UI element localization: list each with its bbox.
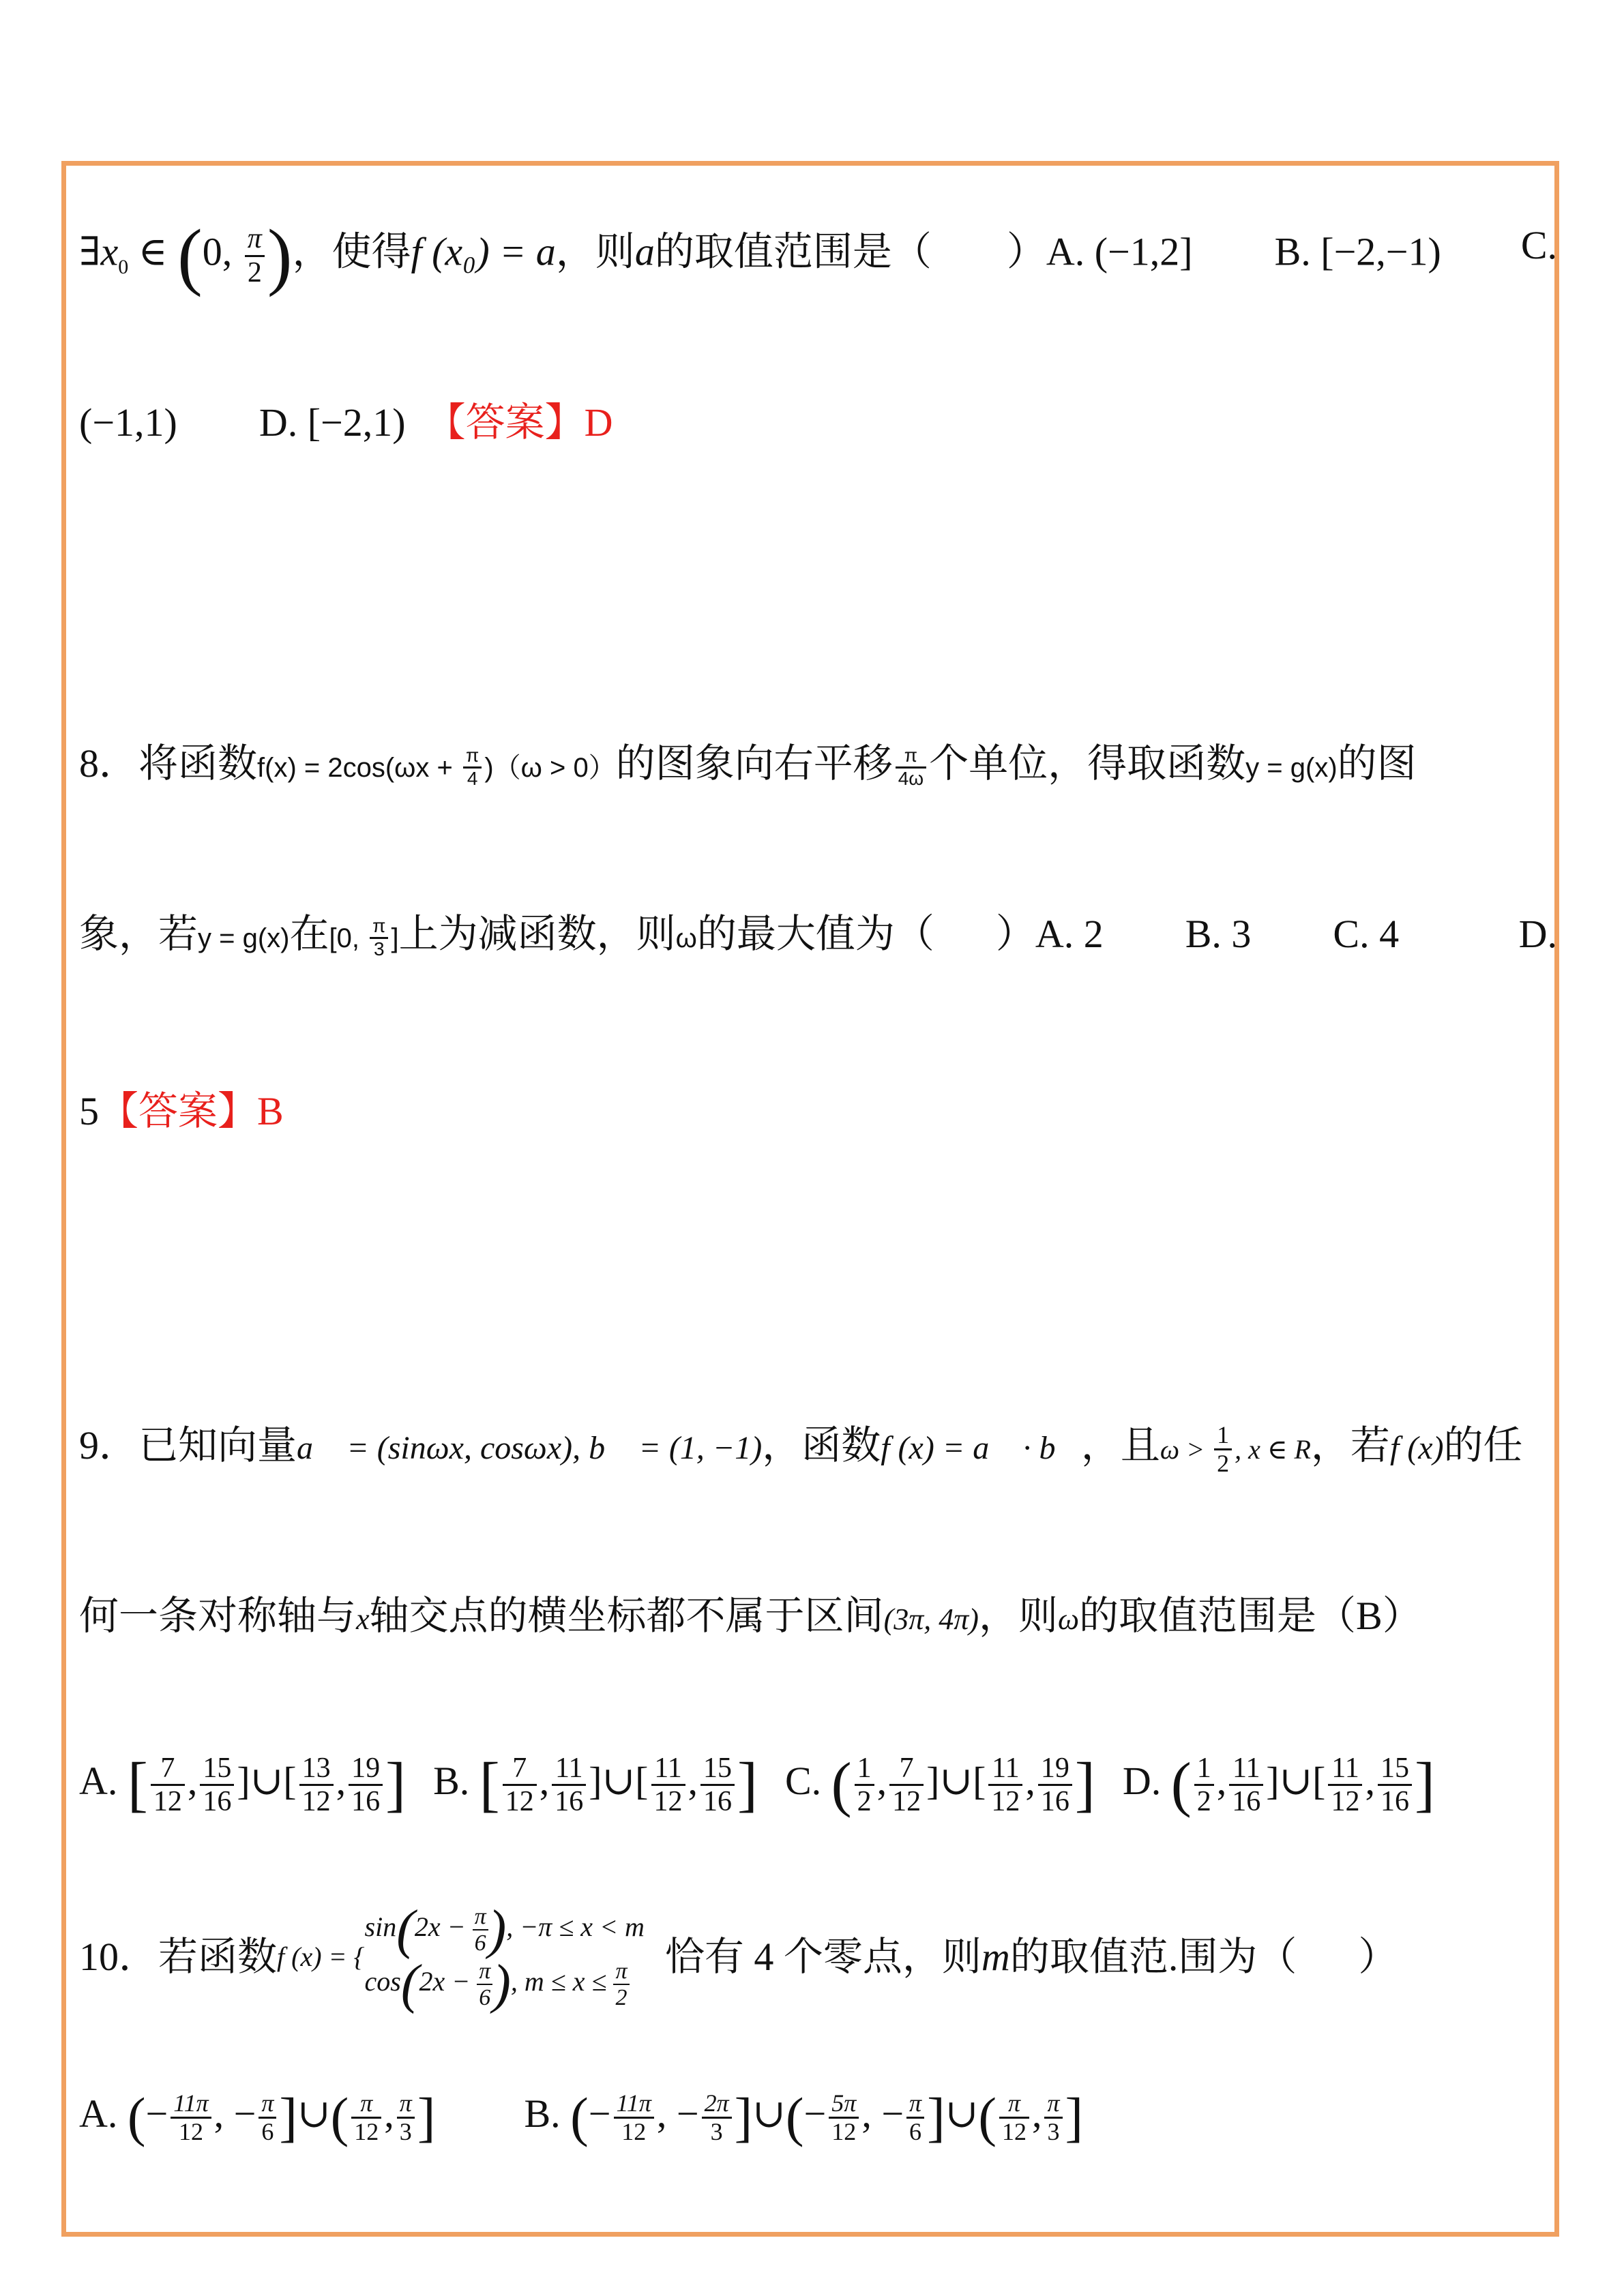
bracket: [: [127, 1750, 148, 1819]
denominator: 6: [479, 1985, 491, 2010]
denominator: 12: [991, 1786, 1020, 1818]
denominator: 6: [474, 1930, 486, 1956]
fraction: [651, 1753, 685, 1817]
numerator: 1: [1194, 1753, 1214, 1786]
fraction: [151, 1753, 185, 1817]
condition: , −π ≤ x < m: [506, 1911, 645, 1943]
numerator: π: [477, 1958, 492, 1985]
text: ）: [995, 912, 1035, 956]
denominator: 2: [1217, 1450, 1230, 1478]
fraction: [171, 2090, 211, 2146]
option-label: C.: [784, 1759, 822, 1803]
fraction: [1378, 1753, 1412, 1817]
pi-over-3: [370, 916, 388, 960]
union: ]∪[: [1266, 1759, 1326, 1803]
fraction: [700, 1753, 735, 1817]
func-close: ): [484, 753, 494, 783]
x-in-r: , x ∈ R: [1235, 1434, 1311, 1465]
text: 的取值范.围为（: [1009, 1935, 1297, 1979]
numerator: π: [397, 2090, 415, 2119]
fraction: [299, 1753, 334, 1817]
exists-x: ∃x: [79, 229, 119, 274]
denominator: 16: [351, 1786, 381, 1818]
option-label: B.: [433, 1759, 470, 1803]
one-half: [1214, 1422, 1232, 1478]
text: 的任: [1443, 1423, 1523, 1467]
bracket: (: [127, 2087, 146, 2148]
q7-option-d: D. [−2,1): [259, 400, 406, 445]
fraction: [503, 1753, 537, 1817]
numerator: π: [906, 2090, 924, 2119]
numerator: 11π: [614, 2090, 654, 2119]
denominator: 16: [555, 1786, 584, 1818]
union: ]∪[: [237, 1759, 297, 1803]
q8-function: f(x) = 2cos(ωx +: [257, 753, 460, 783]
bracket: ]: [279, 2087, 298, 2148]
denominator: 3: [399, 2118, 412, 2146]
bracket: ]: [417, 2087, 436, 2148]
numerator: π: [351, 2090, 381, 2119]
shift-fraction: [896, 745, 926, 790]
var-m: m: [981, 1935, 1010, 1979]
bracket: ]: [1414, 1750, 1435, 1819]
text: ）: [1006, 229, 1046, 274]
bracket: ]: [927, 2087, 945, 2148]
q9-option-d: D. ( $\frac{1}{2}$ , $\frac{11}{16}$ ]∪[ $\frac{11}{12}$ , $\frac{15}{16}$ ]: [1122, 1750, 1435, 1819]
bracket: (: [570, 2087, 589, 2148]
piecewise: [364, 1900, 645, 2014]
denominator: 16: [1380, 1786, 1409, 1818]
text: 恰有 4 个零点，则: [664, 1935, 981, 1979]
text: 个单位，得取函数: [929, 741, 1246, 786]
paren: ): [492, 1954, 511, 2014]
numerator: π: [463, 745, 482, 769]
q10-options-line: [79, 2087, 1557, 2146]
interval-close: ]: [391, 923, 399, 953]
g-function: y = g(x): [198, 923, 290, 953]
numerator: π: [473, 1904, 488, 1930]
numerator: 1: [855, 1753, 874, 1786]
denominator: 4: [467, 768, 478, 790]
numerator: 15: [200, 1753, 234, 1786]
numerator: 15: [1378, 1753, 1412, 1786]
q9-f-expr: f (x) = a⃗ · b⃗: [881, 1430, 1081, 1466]
option-label: A.: [79, 2091, 118, 2136]
bracket: ]: [737, 1750, 758, 1819]
paren: (: [400, 1954, 419, 2014]
numerator: π: [245, 223, 265, 256]
denominator: 4ω: [898, 768, 924, 790]
text: 的取值范围是（B）: [1079, 1594, 1422, 1638]
numerator: π: [370, 916, 388, 939]
q9-stem-line1: [79, 1418, 1557, 1478]
q9-option-a: A. [ $\frac{7}{12}$ , $\frac{15}{16}$ ]∪[ $\frac{13}{12}$ , $\frac{19}{16}$ ]: [79, 1750, 407, 1819]
denominator: 12: [621, 2118, 647, 2146]
bracket: [: [479, 1750, 500, 1819]
q8-number: 8．将函数: [79, 741, 258, 786]
denominator: 3: [373, 938, 385, 960]
fraction: [613, 1958, 629, 2011]
denominator: 16: [1040, 1786, 1069, 1818]
numerator: 13: [299, 1753, 334, 1786]
denominator: 12: [831, 2118, 857, 2146]
denominator: 6: [261, 2118, 274, 2146]
f-expression: f (x₀) = a: [411, 229, 556, 274]
q10-number: 10．若函数: [79, 1935, 278, 1979]
fraction: [259, 2090, 276, 2146]
bracket: (: [330, 2087, 349, 2148]
arg: 2x −: [414, 1911, 473, 1943]
fraction: [397, 2090, 415, 2146]
denominator: 2: [1196, 1786, 1211, 1818]
q8-condition: （ω > 0）: [493, 753, 616, 783]
answer-tag: 【答案】: [99, 1089, 258, 1133]
union: ]∪[: [926, 1759, 986, 1803]
q10-option-a: A. (− $\frac{11\pi}{12}$ , − $\frac{\pi}{6}$ ]∪( $\frac{\pi}{12}$ , $\frac{\pi}{3}$ ]: [79, 2087, 436, 2148]
option-label: B.: [524, 2091, 561, 2136]
q7-answer: D: [584, 400, 613, 445]
numerator: π: [1044, 2090, 1062, 2119]
fraction: [855, 1753, 874, 1817]
text: 何一条对称轴与: [79, 1594, 357, 1638]
omega-condition: ω >: [1160, 1434, 1212, 1465]
left-paren: (: [177, 214, 203, 297]
q10-option-b: B. (− $\frac{11\pi}{12}$ , − $\frac{2\pi}{3}$ ]∪(− $\frac{5\pi}{12}$ , − $\frac{\pi}{6}$ ]∪( $\frac{\pi}{12}$ , $\frac{\pi}{3}$ ]: [524, 2087, 1084, 2148]
right-paren: ): [267, 214, 293, 297]
q8-stem-line2: [79, 907, 1557, 966]
text: ，则: [555, 229, 635, 274]
interval: [0,: [329, 923, 368, 953]
q9-stem-line2: [79, 1589, 1557, 1647]
fraction: [988, 1753, 1022, 1817]
pi-over-4: [463, 745, 482, 790]
fraction: [552, 1753, 586, 1817]
fx: f (x): [1389, 1430, 1444, 1466]
numerator: 11: [651, 1753, 685, 1786]
denominator: 16: [1232, 1786, 1261, 1818]
q8-answer-line: [79, 1084, 1557, 1139]
bracket: (: [831, 1750, 852, 1819]
text: 轴交点的横坐标都不属于区间: [369, 1594, 884, 1638]
condition: , m ≤ x ≤: [510, 1966, 614, 1997]
denominator: 6: [909, 2118, 922, 2146]
cos: cos: [364, 1966, 401, 1997]
denominator: 12: [505, 1786, 534, 1818]
numerator: 15: [700, 1753, 735, 1786]
fraction: [889, 1753, 924, 1817]
bracket: ]: [1065, 2087, 1084, 2148]
denominator: 12: [354, 2118, 379, 2146]
text: ，使得: [292, 229, 411, 274]
paren: (: [396, 1900, 415, 1960]
q9-options-line: [79, 1750, 1557, 1819]
text: 上为减函数，则: [398, 912, 676, 956]
denominator: 12: [178, 2118, 203, 2146]
numerator: 7: [151, 1753, 185, 1786]
union: ]∪[: [589, 1759, 649, 1803]
denominator: 12: [153, 1786, 182, 1818]
text: 的图: [1337, 741, 1417, 786]
q8-option-d-label: D.: [1518, 912, 1557, 956]
denominator: 12: [653, 1786, 683, 1818]
numerator: π: [259, 2090, 276, 2119]
denominator: 3: [710, 2118, 723, 2146]
denominator: 2: [615, 1985, 628, 2010]
subscript: 0: [118, 255, 129, 278]
denominator: 12: [1331, 1786, 1360, 1818]
fraction: [1229, 1753, 1263, 1817]
q7-stem-line: [79, 214, 1557, 297]
text: ，且: [1080, 1423, 1160, 1467]
q10-stem-line: [79, 1900, 1557, 2046]
numerator: π: [999, 2090, 1029, 2119]
bracket: ]: [734, 2087, 753, 2148]
fraction: [349, 1753, 383, 1817]
omega: ω: [675, 923, 697, 953]
numerator: 19: [1038, 1753, 1072, 1786]
option-label: A.: [79, 1759, 118, 1803]
fraction: [477, 1958, 492, 2011]
numerator: 11: [1229, 1753, 1263, 1786]
var-x: x: [356, 1602, 370, 1636]
bracket: (: [785, 2087, 804, 2148]
text: ，函数: [762, 1423, 881, 1467]
denominator: 2: [857, 1786, 872, 1818]
fraction: [906, 2090, 924, 2146]
q7-option-c-value: (−1,1): [79, 400, 177, 445]
denominator: 12: [1001, 2118, 1027, 2146]
fraction: [473, 1904, 488, 1956]
in-symbol: ∈: [128, 229, 178, 274]
fraction: [1038, 1753, 1072, 1817]
q7-options-line: [79, 396, 1557, 450]
numerator: 11: [552, 1753, 586, 1786]
q8-option-d-value: 5: [79, 1089, 99, 1133]
text: 的图象向右平移: [615, 741, 893, 786]
text: 的最大值为（: [696, 912, 934, 956]
fraction: [999, 2090, 1029, 2146]
denominator: 16: [203, 1786, 232, 1818]
q8-option-b: B. 3: [1185, 912, 1252, 956]
bracket: ]: [1074, 1750, 1095, 1819]
denominator: 12: [892, 1786, 921, 1818]
text: 象，若: [79, 912, 198, 956]
answer-tag: 【答案】: [426, 400, 585, 445]
numerator: 11: [988, 1753, 1022, 1786]
numerator: 5π: [829, 2090, 859, 2119]
g-function: y = g(x): [1245, 753, 1338, 783]
q8-answer: B: [257, 1089, 284, 1133]
omega: ω: [1057, 1602, 1080, 1636]
fraction: [200, 1753, 234, 1817]
numerator: 11: [1328, 1753, 1362, 1786]
numerator: 19: [349, 1753, 383, 1786]
denominator: 3: [1047, 2118, 1060, 2146]
q8-option-a: A. 2: [1035, 912, 1104, 956]
denominator: 12: [301, 1786, 331, 1818]
q7-option-c-label: C.: [1520, 223, 1557, 267]
interval-start: 0,: [202, 229, 242, 274]
fraction: [1194, 1753, 1214, 1817]
denominator: 2: [247, 256, 262, 288]
interval: (3π, 4π): [883, 1602, 979, 1636]
text: ）: [1358, 1935, 1398, 1979]
var-a: a: [634, 229, 655, 274]
numerator: 1: [1214, 1422, 1232, 1451]
text: 的取值范围是（: [654, 229, 932, 274]
q10-f-lhs: f (x) = {: [277, 1941, 365, 1972]
q7-option-a: A. (−1,2]: [1046, 229, 1193, 274]
numerator: 7: [889, 1753, 924, 1786]
bracket: (: [978, 2087, 996, 2148]
q7-option-b: B. [−2,−1): [1274, 229, 1441, 274]
q9-option-b: B. [ $\frac{7}{12}$ , $\frac{11}{16}$ ]∪[ $\frac{11}{12}$ , $\frac{15}{16}$ ]: [433, 1750, 758, 1819]
q9-number: 9．已知向量: [79, 1423, 297, 1467]
text: ，则: [978, 1594, 1058, 1638]
fraction: [351, 2090, 381, 2146]
q9-vectors: a⃗ = (sinωx, cosωx), b⃗ = (1, −1): [297, 1430, 763, 1466]
q8-option-c: C. 4: [1333, 912, 1400, 956]
numerator: 7: [503, 1753, 537, 1786]
bracket: (: [1170, 1750, 1192, 1819]
q9-option-c: C. ( $\frac{1}{2}$ , $\frac{7}{12}$ ]∪[ $\frac{11}{12}$ , $\frac{19}{16}$ ]: [784, 1750, 1095, 1819]
fraction: [702, 2090, 732, 2146]
piece-2: [364, 1954, 645, 2014]
option-label: D.: [1122, 1759, 1162, 1803]
numerator: 2π: [702, 2090, 732, 2119]
paren: ): [488, 1900, 507, 1960]
arg: 2x −: [419, 1966, 477, 1997]
piece-1: [364, 1900, 645, 1960]
numerator: π: [613, 1958, 629, 1985]
denominator: 16: [703, 1786, 732, 1818]
fraction: [1044, 2090, 1062, 2146]
fraction: [614, 2090, 654, 2146]
text: ，若: [1310, 1423, 1390, 1467]
numerator: 11π: [171, 2090, 211, 2119]
fraction: [1328, 1753, 1362, 1817]
q8-stem-line1: [79, 736, 1557, 795]
bracket: ]: [385, 1750, 407, 1819]
text: 在: [289, 912, 329, 956]
pi-over-2: [245, 223, 265, 288]
sin: sin: [364, 1911, 397, 1943]
fraction: [829, 2090, 859, 2146]
numerator: π: [896, 745, 926, 769]
